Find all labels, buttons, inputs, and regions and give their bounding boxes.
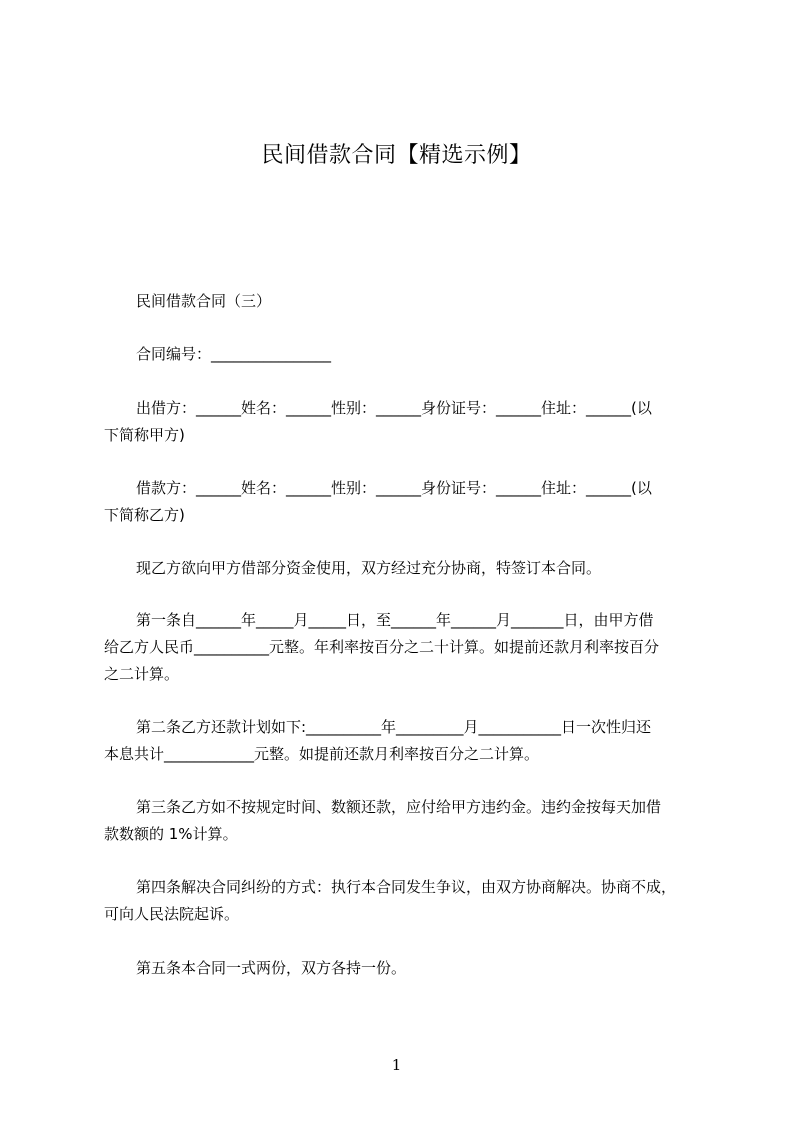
- article-2-line-1: 第二条乙方还款计划如下:__________年_________月___________日一次性归还: [136, 718, 652, 736]
- article-1-line-3: 之二计算。: [104, 665, 180, 683]
- lender-line-1: 出借方：______姓名：______性别：______身份证号：______住址：______(以: [136, 399, 652, 417]
- article-1-line-1: 第一条自______年_____月_____日，至______年______月_______日，由甲方借: [136, 611, 654, 629]
- contract-subtitle-text: 民间借款合同（三）: [136, 292, 272, 310]
- page-number: 1: [391, 1056, 402, 1074]
- article-2-paragraph: [104, 714, 704, 768]
- article-4-line-2: 可向人民法院起诉。: [104, 905, 240, 923]
- intro-text: 现乙方欲向甲方借部分资金使用，双方经过充分协商，特签订本合同。: [136, 559, 602, 577]
- contract-number: [104, 341, 704, 368]
- document-title: 民间借款合同【精选示例】: [261, 143, 532, 168]
- article-4-paragraph: [104, 874, 704, 928]
- article-1-line-2: 给乙方人民币__________元整。年利率按百分之二十计算。如提前还款月利率按百分: [104, 638, 660, 656]
- contract-subtitle: [104, 288, 704, 315]
- lender-paragraph: [104, 395, 704, 449]
- article-2-line-2: 本息共计____________元整。如提前还款月利率按百分之二计算。: [104, 745, 540, 763]
- article-3-line-2: 款数额的 1%计算。: [104, 825, 238, 843]
- article-1-paragraph: [104, 607, 704, 688]
- article-3-paragraph: [104, 794, 704, 848]
- contract-number-text: 合同编号：________________: [136, 345, 332, 363]
- article-4-line-1: 第四条解决合同纠纷的方式：执行本合同发生争议，由双方协商解决。协商不成，: [136, 878, 677, 896]
- borrower-paragraph: [104, 475, 704, 529]
- article-3-line-1: 第三条乙方如不按规定时间、数额还款，应付给甲方违约金。违约金按每天加借: [136, 798, 662, 816]
- article-5-text: 第五条本合同一式两份，双方各持一份。: [136, 959, 407, 977]
- borrower-line-2: 下简称乙方): [104, 506, 185, 524]
- borrower-line-1: 借款方：______姓名：______性别：______身份证号：______住址：______(以: [136, 479, 652, 497]
- article-5-paragraph: [104, 955, 704, 982]
- lender-line-2: 下简称甲方): [104, 426, 185, 444]
- intro-paragraph: [104, 555, 704, 582]
